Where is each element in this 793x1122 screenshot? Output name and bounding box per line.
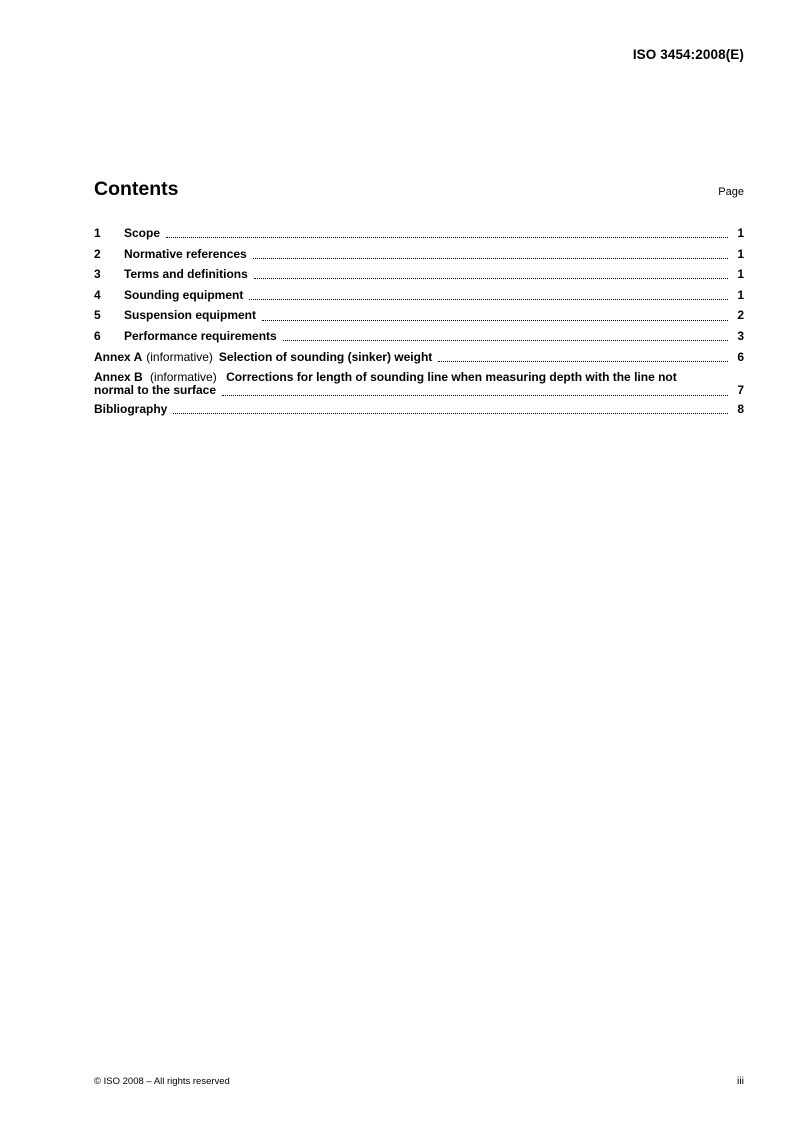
toc-dot-leader: [249, 289, 728, 301]
toc-entry-page: 1: [737, 226, 744, 240]
page-column-label: Page: [718, 186, 744, 198]
toc-dot-leader: [262, 310, 728, 322]
toc-entry-title: Suspension equipment: [124, 308, 257, 323]
toc-entry-title: Selection of sounding (sinker) weight: [218, 349, 433, 364]
toc-dot-leader: [283, 330, 728, 342]
toc-entry-title: Scope: [124, 226, 161, 240]
table-of-contents: [94, 223, 744, 420]
toc-entry-line: [94, 384, 744, 397]
toc-entry-sounding-equipment[interactable]: [94, 285, 744, 306]
toc-entry-title: Corrections for length of sounding line when measuring depth with the line not: [226, 370, 677, 385]
toc-entry-page: 7: [737, 383, 744, 398]
toc-entry-scope[interactable]: [94, 223, 744, 244]
toc-entry-page: 2: [737, 308, 744, 323]
toc-dot-leader: [166, 227, 728, 239]
toc-entry-title-continued: normal to the surface: [94, 383, 217, 398]
toc-entry-performance-requirements[interactable]: [94, 326, 744, 347]
toc-entry-annex-b[interactable]: [94, 371, 744, 397]
toc-entry-bibliography[interactable]: [94, 399, 744, 420]
page-number: iii: [737, 1075, 744, 1087]
toc-entry-number: 4: [94, 287, 101, 302]
toc-entry-suspension-equipment[interactable]: [94, 305, 744, 326]
toc-entry-page: 3: [737, 328, 744, 343]
annex-type: (informative): [146, 349, 213, 364]
toc-dot-leader: [173, 403, 728, 415]
toc-entry-page: 6: [737, 349, 744, 364]
toc-entry-number: 5: [94, 308, 101, 323]
document-id: ISO 3454:2008(E): [632, 47, 744, 62]
annex-type: (informative): [150, 370, 217, 385]
toc-entry-title: Bibliography: [94, 402, 168, 417]
toc-entry-terms-and-definitions[interactable]: [94, 264, 744, 285]
toc-entry-annex-a[interactable]: [94, 347, 744, 368]
copyright-notice: © ISO 2008 – All rights reserved: [94, 1076, 230, 1087]
contents-header: [94, 178, 744, 204]
toc-entry-normative-references[interactable]: [94, 244, 744, 265]
toc-dot-leader: [438, 351, 728, 363]
toc-entry-title: Terms and definitions: [124, 267, 248, 282]
toc-entry-page: 1: [737, 287, 744, 302]
toc-entry-number: 1: [94, 226, 101, 240]
annex-label: Annex B: [94, 370, 143, 385]
toc-dot-leader: [253, 248, 728, 260]
toc-entry-title: Sounding equipment: [124, 287, 244, 302]
toc-entry-page: 8: [737, 402, 744, 417]
toc-entry-number: 6: [94, 328, 101, 343]
toc-dot-leader: [254, 268, 728, 280]
toc-entry-title: Normative references: [124, 246, 247, 261]
toc-entry-page: 1: [737, 246, 744, 261]
toc-entry-page: 1: [737, 267, 744, 282]
annex-label: Annex A: [94, 349, 143, 364]
toc-entry-number: 2: [94, 246, 101, 261]
toc-entry-title: Performance requirements: [124, 328, 277, 343]
contents-title: Contents: [94, 178, 179, 200]
toc-dot-leader: [222, 385, 728, 397]
toc-entry-number: 3: [94, 267, 101, 282]
